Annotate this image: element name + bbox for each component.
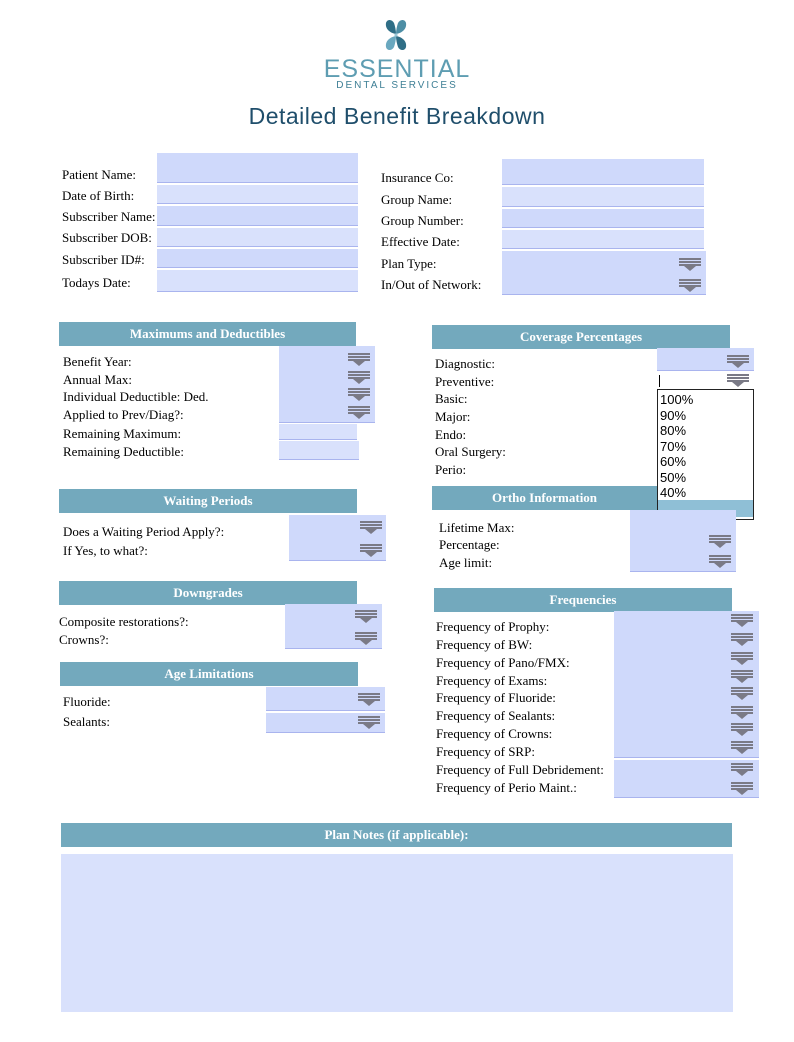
patient-name-label: Patient Name: [62,167,137,182]
text-cursor [659,375,660,387]
plan-type-label: Plan Type: [381,256,437,271]
freq-bw-dropdown-icon[interactable] [731,633,753,645]
freq-prophy-label: Frequency of Prophy: [436,619,550,634]
freq-sealants-dropdown-icon[interactable] [731,706,753,718]
major-label: Major: [435,409,471,424]
waiting-what-label: If Yes, to what?: [63,543,148,558]
age-header: Age Limitations [60,662,358,686]
freq-prophy-dropdown-icon[interactable] [731,614,753,626]
remaining-maximum-field[interactable] [279,424,357,440]
age-limit-dropdown-icon[interactable] [709,555,731,567]
applied-prev-diag-label: Applied to Prev/Diag?: [63,407,184,422]
plan-type-network-field[interactable] [502,251,706,295]
diagnostic-label: Diagnostic: [435,356,495,371]
subscriber-dob-field[interactable] [157,228,358,247]
age-limit-label: Age limit: [439,555,493,570]
percentage-dropdown-icon[interactable] [709,535,731,547]
freq-bw-label: Frequency of BW: [436,637,533,652]
sealants-label: Sealants: [63,714,110,729]
insurance-co-label: Insurance Co: [381,170,454,185]
benefit-year-label: Benefit Year: [63,354,132,369]
coverage-header: Coverage Percentages [432,325,730,349]
subscriber-name-label: Subscriber Name: [62,209,156,224]
date-of-birth-label: Date of Birth: [62,188,135,203]
individual-deductible-label: Individual Deductible: Ded. [63,389,209,404]
group-name-label: Group Name: [381,192,453,207]
lifetime-max-label: Lifetime Max: [439,520,515,535]
diagnostic-dropdown-icon[interactable] [727,355,749,367]
freq-crowns-label: Frequency of Crowns: [436,726,553,741]
freq-debridement-dropdown-icon[interactable] [731,763,753,775]
applied-dropdown-icon[interactable] [348,406,370,418]
freq-debridement-label: Frequency of Full Debridement: [436,762,604,777]
freq-pano-dropdown-icon[interactable] [731,652,753,664]
crowns-label: Crowns?: [59,632,109,647]
ortho-header: Ortho Information [432,486,657,510]
freq-exams-dropdown-icon[interactable] [731,670,753,682]
oral-surgery-label: Oral Surgery: [435,444,506,459]
group-name-field[interactable] [502,187,704,207]
preventive-dropdown-icon[interactable] [727,374,749,386]
sealants-dropdown-icon[interactable] [358,716,380,728]
date-of-birth-field[interactable] [157,185,358,204]
freq-sealants-label: Frequency of Sealants: [436,708,556,723]
remaining-deductible-label: Remaining Deductible: [63,444,184,459]
preventive-label: Preventive: [435,374,495,389]
freq-srp-label: Frequency of SRP: [436,744,535,759]
effective-date-field[interactable] [502,230,704,249]
fluoride-label: Fluoride: [63,694,111,709]
endo-label: Endo: [435,427,467,442]
deductible-dropdown-icon[interactable] [348,388,370,400]
option-40[interactable]: 40% [660,485,687,500]
crowns-dropdown-icon[interactable] [355,632,377,644]
effective-date-label: Effective Date: [381,234,460,249]
basic-label: Basic: [435,391,468,406]
percentage-label: Percentage: [439,537,500,552]
group-number-label: Group Number: [381,213,464,228]
notes-header: Plan Notes (if applicable): [61,823,732,847]
flower-logo-icon [378,17,414,53]
subscriber-dob-label: Subscriber DOB: [62,230,152,245]
remaining-deductible-field[interactable] [279,441,359,460]
composite-label: Composite restorations?: [59,614,189,629]
benefit-year-dropdown-icon[interactable] [348,353,370,365]
patient-name-field[interactable] [157,153,358,183]
brand-tagline: DENTAL SERVICES [336,80,458,91]
downgrades-header: Downgrades [59,581,357,605]
todays-date-field[interactable] [157,270,358,292]
annual-max-dropdown-icon[interactable] [348,371,370,383]
freq-pano-label: Frequency of Pano/FMX: [436,655,570,670]
subscriber-id-field[interactable] [157,249,358,268]
freq-srp-dropdown-icon[interactable] [731,741,753,753]
plan-notes-area[interactable] [61,854,733,1012]
option-50[interactable]: 50% [660,470,687,485]
group-number-field[interactable] [502,209,704,228]
option-80[interactable]: 80% [660,423,687,438]
option-60[interactable]: 60% [660,454,687,469]
insurance-co-field[interactable] [502,159,704,185]
network-dropdown-icon[interactable] [679,279,701,291]
freq-crowns-dropdown-icon[interactable] [731,723,753,735]
maximums-header: Maximums and Deductibles [59,322,356,346]
freq-perio-maint-dropdown-icon[interactable] [731,782,753,794]
brand-name: ESSENTIAL [323,55,471,83]
option-90[interactable]: 90% [660,408,687,423]
subscriber-name-field[interactable] [157,206,358,226]
waiting-apply-dropdown-icon[interactable] [360,521,382,533]
freq-exams-label: Frequency of Exams: [436,673,548,688]
option-100[interactable]: 100% [660,392,694,407]
waiting-header: Waiting Periods [59,489,357,513]
freq-perio-maint-label: Frequency of Perio Maint.: [436,780,577,795]
plan-type-dropdown-icon[interactable] [679,258,701,270]
todays-date-label: Todays Date: [62,275,131,290]
option-70[interactable]: 70% [660,439,687,454]
freq-fluoride-label: Frequency of Fluoride: [436,690,556,705]
subscriber-id-label: Subscriber ID#: [62,252,145,267]
remaining-maximum-label: Remaining Maximum: [63,426,182,441]
freq-fluoride-dropdown-icon[interactable] [731,687,753,699]
perio-label: Perio: [435,462,467,477]
percentage-dropdown-list[interactable] [657,389,754,520]
composite-dropdown-icon[interactable] [355,610,377,622]
network-label: In/Out of Network: [381,277,482,292]
annual-max-label: Annual Max: [63,372,132,387]
fluoride-dropdown-icon[interactable] [358,693,380,705]
waiting-what-dropdown-icon[interactable] [360,544,382,556]
frequencies-header: Frequencies [434,588,732,612]
waiting-apply-label: Does a Waiting Period Apply?: [63,524,225,539]
page-title: Detailed Benefit Breakdown [248,103,546,129]
